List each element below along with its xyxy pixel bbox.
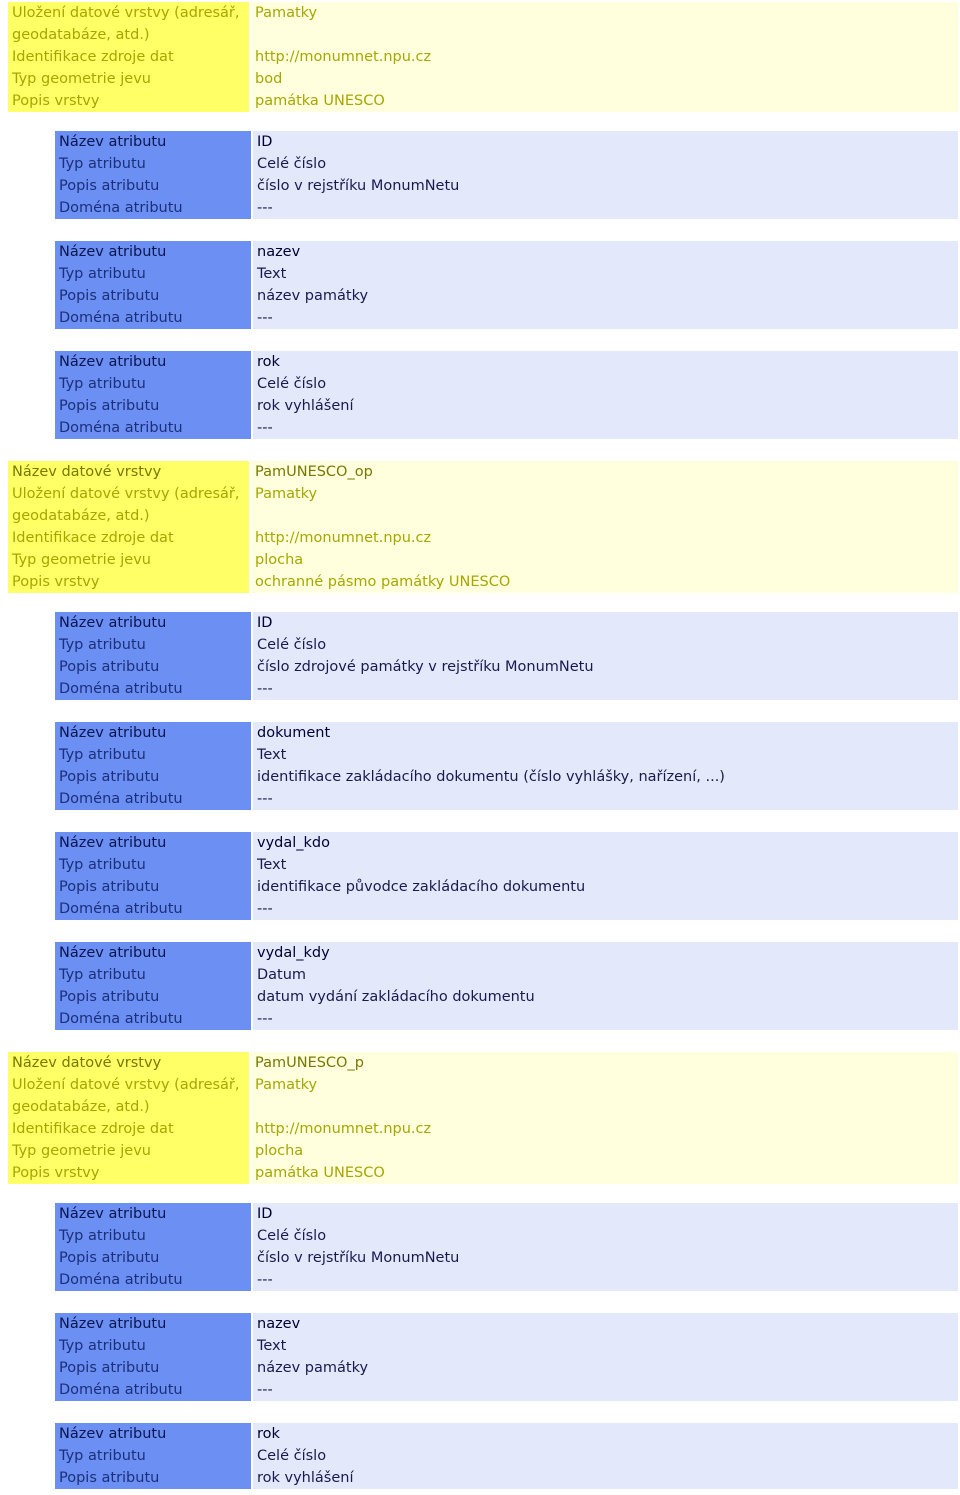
attribute-name-label: Název atributu (59, 354, 167, 370)
layer-values (251, 1052, 958, 1184)
attribute-values (253, 131, 958, 219)
attribute-domain: --- (257, 1011, 273, 1027)
attribute-name: dokument (257, 725, 331, 741)
geometry-label: Typ geometrie jevu (12, 552, 151, 568)
attribute-desc-label: Popis atributu (59, 659, 160, 675)
attribute-labels (55, 1313, 251, 1401)
attribute-domain-label: Doména atributu (59, 791, 183, 807)
description-label: Popis vrstvy (12, 1165, 100, 1181)
attribute-domain: --- (257, 791, 273, 807)
attribute-name: ID (257, 134, 273, 150)
attribute-block (55, 241, 958, 329)
geometry-value: plocha (255, 1143, 304, 1159)
attribute-values (253, 1313, 958, 1401)
attribute-name: nazev (257, 1316, 301, 1332)
attribute-block (55, 722, 958, 810)
attribute-description: datum vydání zakládacího dokumentu (257, 989, 535, 1005)
attribute-description: název památky (257, 1360, 369, 1376)
source-label: Identifikace zdroje dat (12, 530, 174, 546)
attribute-type-label: Typ atributu (59, 637, 146, 653)
attribute-type: Celé číslo (257, 376, 327, 392)
description-value: památka UNESCO (255, 1165, 385, 1181)
attribute-description: číslo zdrojové památky v rejstříku MonumNetu (257, 659, 594, 675)
layer-name: PamUNESCO_op (255, 464, 373, 480)
attribute-description: rok vyhlášení (257, 398, 354, 414)
attribute-name-label: Název atributu (59, 1426, 167, 1442)
attribute-type: Text (257, 1338, 287, 1354)
attribute-values (253, 351, 958, 439)
description-label: Popis vrstvy (12, 574, 100, 590)
attribute-name: nazev (257, 244, 301, 260)
attribute-values (253, 241, 958, 329)
source-value: http://monumnet.npu.cz (255, 530, 432, 546)
attribute-type: Celé číslo (257, 637, 327, 653)
storage-label: Uložení datové vrstvy (adresář, geodatabáze, atd.) (12, 1077, 240, 1115)
layer-name: PamUNESCO_p (255, 1055, 364, 1071)
attribute-name-label: Název atributu (59, 1206, 167, 1222)
attribute-values (253, 722, 958, 810)
attribute-type-label: Typ atributu (59, 857, 146, 873)
source-value: http://monumnet.npu.cz (255, 49, 432, 65)
layer-block (8, 2, 958, 112)
attribute-block (55, 131, 958, 219)
attribute-labels (55, 351, 251, 439)
attribute-name-label: Název atributu (59, 244, 167, 260)
attribute-domain-label: Doména atributu (59, 420, 183, 436)
attribute-values (253, 942, 958, 1030)
attribute-block (55, 1313, 958, 1401)
attribute-desc-label: Popis atributu (59, 398, 160, 414)
attribute-name: vydal_kdo (257, 835, 331, 851)
attribute-description: identifikace původce zakládacího dokumentu (257, 879, 586, 895)
attribute-description: rok vyhlášení (257, 1470, 354, 1486)
attribute-desc-label: Popis atributu (59, 288, 160, 304)
source-label: Identifikace zdroje dat (12, 1121, 174, 1137)
attribute-name-label: Název atributu (59, 134, 167, 150)
attribute-domain-label: Doména atributu (59, 1272, 183, 1288)
attribute-desc-label: Popis atributu (59, 1360, 160, 1376)
attribute-labels (55, 612, 251, 700)
attribute-block (55, 351, 958, 439)
attribute-name: vydal_kdy (257, 945, 330, 961)
attribute-name: ID (257, 1206, 273, 1222)
attribute-labels (55, 241, 251, 329)
attribute-name: ID (257, 615, 273, 631)
attribute-values (253, 832, 958, 920)
attribute-type-label: Typ atributu (59, 967, 146, 983)
layer-block (8, 1052, 958, 1184)
attribute-type: Celé číslo (257, 1448, 327, 1464)
attribute-desc-label: Popis atributu (59, 1250, 160, 1266)
description-value: památka UNESCO (255, 93, 385, 109)
attribute-name-label: Název atributu (59, 615, 167, 631)
attribute-type-label: Typ atributu (59, 747, 146, 763)
layer-name-label: Název datové vrstvy (12, 1055, 162, 1071)
attribute-labels (55, 832, 251, 920)
attribute-domain: --- (257, 200, 273, 216)
attribute-domain: --- (257, 1382, 273, 1398)
attribute-description: číslo v rejstříku MonumNetu (257, 178, 460, 194)
attribute-domain: --- (257, 901, 273, 917)
geometry-value: plocha (255, 552, 304, 568)
storage-value: Pamatky (255, 5, 318, 21)
attribute-labels (55, 942, 251, 1030)
attribute-type-label: Typ atributu (59, 376, 146, 392)
attribute-labels (55, 722, 251, 810)
description-value: ochranné pásmo památky UNESCO (255, 574, 511, 590)
attribute-description: název památky (257, 288, 369, 304)
attribute-type: Text (257, 266, 287, 282)
attribute-domain-label: Doména atributu (59, 1382, 183, 1398)
geometry-label: Typ geometrie jevu (12, 1143, 151, 1159)
geometry-value: bod (255, 71, 283, 87)
attribute-type-label: Typ atributu (59, 1338, 146, 1354)
attribute-name-label: Název atributu (59, 945, 167, 961)
attribute-type: Text (257, 747, 287, 763)
attribute-desc-label: Popis atributu (59, 989, 160, 1005)
attribute-domain-label: Doména atributu (59, 681, 183, 697)
attribute-domain: --- (257, 310, 273, 326)
attribute-block (55, 1203, 958, 1291)
attribute-name: rok (257, 354, 280, 370)
storage-value: Pamatky (255, 1077, 318, 1093)
layer-values (251, 461, 958, 593)
attribute-desc-label: Popis atributu (59, 879, 160, 895)
storage-label: Uložení datové vrstvy (adresář, geodatabáze, atd.) (12, 486, 240, 524)
attribute-description: identifikace zakládacího dokumentu (číslo vyhlášky, nařízení, ...) (257, 769, 725, 785)
attribute-domain-label: Doména atributu (59, 1011, 183, 1027)
source-label: Identifikace zdroje dat (12, 49, 174, 65)
attribute-block (55, 942, 958, 1030)
attribute-type: Datum (257, 967, 307, 983)
layer-labels (8, 1052, 249, 1184)
attribute-type-label: Typ atributu (59, 1228, 146, 1244)
attribute-domain: --- (257, 420, 273, 436)
layer-labels (8, 461, 249, 593)
attribute-domain-label: Doména atributu (59, 310, 183, 326)
attribute-type-label: Typ atributu (59, 266, 146, 282)
attribute-values (253, 1423, 958, 1489)
attribute-type-label: Typ atributu (59, 156, 146, 172)
attribute-type: Celé číslo (257, 1228, 327, 1244)
attribute-type: Text (257, 857, 287, 873)
layer-labels (8, 2, 249, 112)
attribute-name: rok (257, 1426, 280, 1442)
attribute-labels (55, 1203, 251, 1291)
attribute-name-label: Název atributu (59, 835, 167, 851)
attribute-name-label: Název atributu (59, 1316, 167, 1332)
attribute-block (55, 612, 958, 700)
attribute-domain: --- (257, 681, 273, 697)
attribute-values (253, 612, 958, 700)
geometry-label: Typ geometrie jevu (12, 71, 151, 87)
layer-block (8, 461, 958, 593)
attribute-description: číslo v rejstříku MonumNetu (257, 1250, 460, 1266)
attribute-values (253, 1203, 958, 1291)
layer-values (251, 2, 958, 112)
attribute-type-label: Typ atributu (59, 1448, 146, 1464)
attribute-labels (55, 1423, 251, 1489)
description-label: Popis vrstvy (12, 93, 100, 109)
source-value: http://monumnet.npu.cz (255, 1121, 432, 1137)
attribute-desc-label: Popis atributu (59, 769, 160, 785)
attribute-block (55, 1423, 958, 1489)
attribute-domain-label: Doména atributu (59, 200, 183, 216)
layer-name-label: Název datové vrstvy (12, 464, 162, 480)
attribute-block (55, 832, 958, 920)
attribute-desc-label: Popis atributu (59, 178, 160, 194)
attribute-labels (55, 131, 251, 219)
storage-value: Pamatky (255, 486, 318, 502)
attribute-domain-label: Doména atributu (59, 901, 183, 917)
attribute-type: Celé číslo (257, 156, 327, 172)
attribute-name-label: Název atributu (59, 725, 167, 741)
attribute-domain: --- (257, 1272, 273, 1288)
storage-label: Uložení datové vrstvy (adresář, geodatabáze, atd.) (12, 5, 240, 43)
attribute-desc-label: Popis atributu (59, 1470, 160, 1486)
